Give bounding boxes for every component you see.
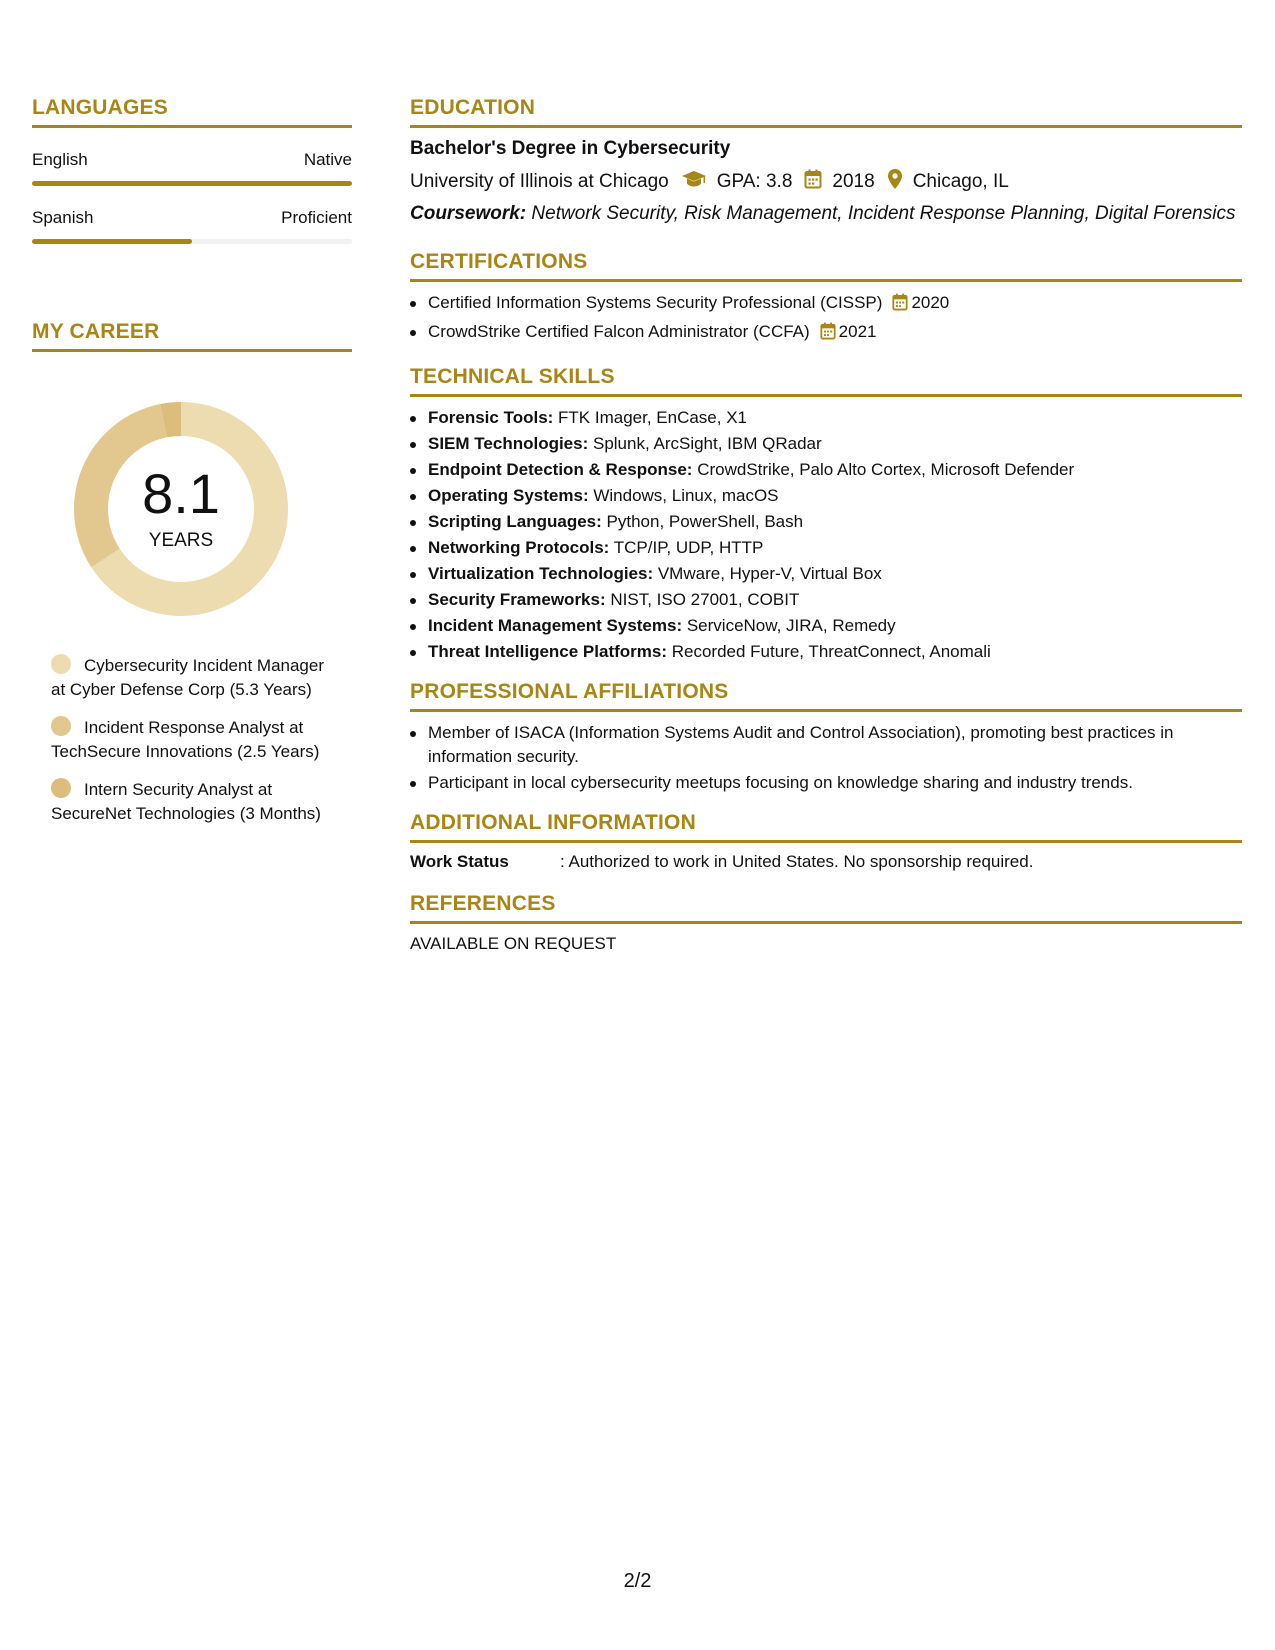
language-level-bar [32,239,352,244]
coursework [410,202,1242,226]
career-legend-item [51,716,341,764]
skill-value: FTK Imager, EnCase, X1 [553,408,748,427]
skill-label: Security Frameworks: [428,590,606,609]
skill-value: Splunk, ArcSight, IBM QRadar [588,434,822,453]
certifications-heading: CERTIFICATIONS [410,250,1242,282]
certification-item [410,291,1242,318]
certification-name: Certified Information Systems Security Professional (CISSP) [428,293,883,312]
skill-label: Scripting Languages: [428,512,602,531]
language-name: English [32,150,88,169]
career-legend-label: Cybersecurity Incident Manager at Cyber Defense Corp (5.3 Years) [51,656,325,699]
career-legend-label: Intern Security Analyst at SecureNet Technologies (3 Months) [51,780,321,823]
coursework-label: Coursework: [410,203,527,224]
language-spanish [32,208,352,244]
language-level-fill [32,239,192,244]
language-level: Proficient [281,208,352,227]
calendar-icon [820,322,836,347]
skill-value: NIST, ISO 27001, COBIT [605,590,800,609]
skill-label: Forensic Tools: [428,408,554,427]
certifications-list [410,291,1242,347]
legend-dot-icon [51,778,71,798]
work-status-row [410,852,1242,872]
affiliation-item: Member of ISACA (Information Systems Audit and Control Association), promoting best practices in information security. [410,721,1242,769]
page-number: 2/2 [623,1570,652,1592]
skill-value: CrowdStrike, Palo Alto Cortex, Microsoft Defender [692,460,1075,479]
skill-value: VMware, Hyper-V, Virtual Box [653,564,882,583]
skill-item [410,406,1242,430]
skill-label: Operating Systems: [428,486,589,505]
languages-heading: LANGUAGES [32,96,352,128]
skill-item [410,588,1242,612]
skill-value: Python, PowerShell, Bash [601,512,804,531]
skill-value: ServiceNow, JIRA, Remedy [682,616,896,635]
career-legend [32,654,352,826]
language-english [32,150,352,186]
language-name: Spanish [32,208,94,227]
references-heading: REFERENCES [410,892,1242,924]
language-level-bar [32,181,352,186]
certification-name: CrowdStrike Certified Falcon Administrator (CCFA) [428,322,810,341]
career-total-unit: YEARS [148,530,214,551]
right-column [410,96,1242,954]
skill-label: Threat Intelligence Platforms: [428,642,667,661]
degree-title: Bachelor's Degree in Cybersecurity [410,138,731,159]
skill-item [410,614,1242,638]
skill-item [410,484,1242,508]
work-status-label: Work Status [410,852,509,871]
references-text: AVAILABLE ON REQUEST [410,934,617,953]
education-heading: EDUCATION [410,96,1242,128]
career-donut-chart [66,394,296,624]
skill-label: Virtualization Technologies: [428,564,654,583]
school-location: Chicago, IL [912,171,1009,192]
career-legend-item [51,654,341,702]
career-heading: MY CAREER [32,320,352,352]
skill-item [410,640,1242,664]
skill-label: Endpoint Detection & Response: [428,460,693,479]
skill-item [410,536,1242,560]
language-level-fill [32,181,352,186]
affiliations-heading: PROFESSIONAL AFFILIATIONS [410,680,1242,712]
certification-year: 2021 [838,322,877,341]
affiliations-list [410,721,1242,795]
work-status-value: : Authorized to work in United States. No sponsorship required. [560,852,1034,871]
legend-dot-icon [51,716,71,736]
career-legend-item [51,778,341,826]
school-name: University of Illinois at Chicago [410,171,669,192]
skill-value: TCP/IP, UDP, HTTP [609,538,764,557]
career-total-value: 8.1 [142,462,220,525]
skill-label: SIEM Technologies: [428,434,589,453]
skills-list [410,406,1242,664]
certification-item [410,320,1242,347]
calendar-icon [804,169,822,195]
legend-dot-icon [51,654,71,674]
skill-item [410,510,1242,534]
skill-item [410,458,1242,482]
skill-item [410,562,1242,586]
skill-label: Networking Protocols: [428,538,610,557]
graduation-cap-icon [681,170,707,194]
skill-item [410,432,1242,456]
skill-value: Windows, Linux, macOS [588,486,779,505]
career-legend-label: Incident Response Analyst at TechSecure Innovations (2.5 Years) [51,718,320,761]
additional-info-heading: ADDITIONAL INFORMATION [410,811,1242,843]
skill-value: Recorded Future, ThreatConnect, Anomali [667,642,991,661]
coursework-list: Network Security, Risk Management, Incident Response Planning, Digital Forensics [526,203,1236,224]
left-column [32,96,352,840]
graduation-year: 2018 [832,171,875,192]
education-meta [410,168,1242,196]
skills-heading: TECHNICAL SKILLS [410,365,1242,397]
affiliation-item: Participant in local cybersecurity meetups focusing on knowledge sharing and industry trends. [410,771,1242,795]
gpa: GPA: 3.8 [716,171,793,192]
calendar-icon [892,293,908,318]
location-pin-icon [887,168,903,196]
language-level: Native [303,150,352,169]
skill-label: Incident Management Systems: [428,616,683,635]
certification-year: 2020 [911,293,950,312]
